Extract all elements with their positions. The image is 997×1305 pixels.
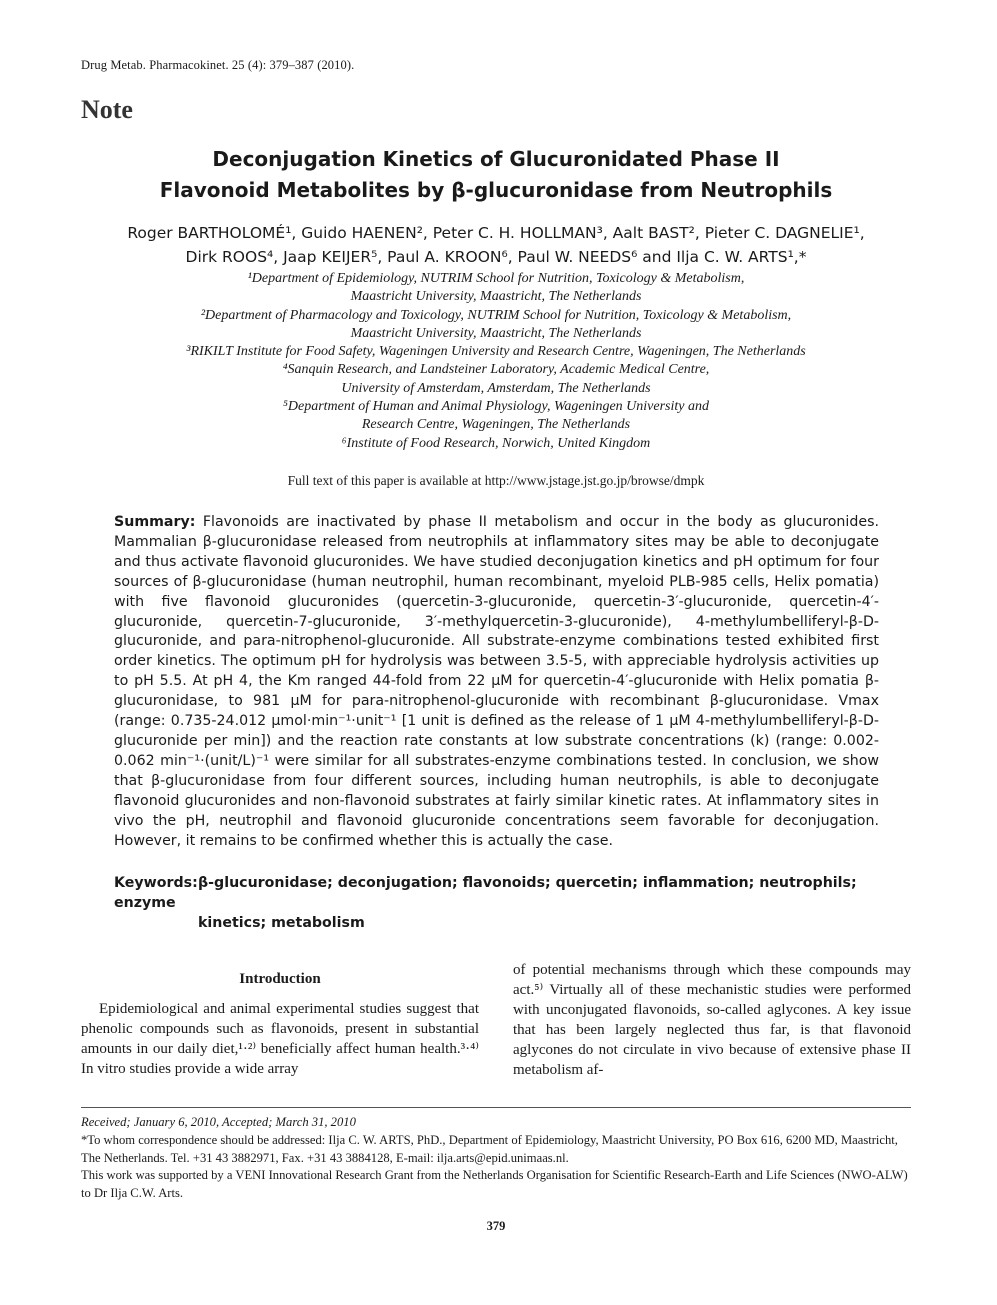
affiliations (81, 270, 911, 453)
summary-abstract (114, 513, 879, 851)
affiliation-line: ⁴Sanquin Research, and Landsteiner Laboratory, Academic Medical Centre, (282, 362, 710, 378)
affiliation-line: ³RIKILT Institute for Food Safety, Wageningen University and Research Centre, Wageningen, The Netherlands (186, 344, 806, 360)
authors-line-1: Roger BARTHOLOMÉ¹, Guido HAENEN², Peter C. H. HOLLMAN³, Aalt BAST², Pieter C. DAGNELIE¹, (127, 224, 865, 242)
full-text-availability-note: Full text of this paper is available at http://www.jstage.jst.go.jp/browse/dmpk (287, 473, 705, 488)
summary-text: Flavonoids are inactivated by phase II metabolism and occur in the body as glucuronides. Mammalian β-glucuronidase released from neutrophils at inflammatory sites may be able to deconjugate and thus activate flavonoid glucuronides. We have studied deconjugation kinetics and pH optimum for four sources of β-glucuronidase (human neutrophil, human recombinant, myeloid PLB-985 cells, Helix pomatia) with five flavonoid glucuronides (quercetin-3-glucuronide, quercetin-3′-glucuronide, quercetin-4′-glucuronide, quercetin-7-glucuronide, 3′-methylquercetin-3-glucuronide), 4-methylumbelliferyl-β-D-glucuronide, and para-nitrophenol-glucuronide. All substrate-enzyme combinations tested exhibited first order kinetics. The optimum pH for hydrolysis was between 3.5-5, with appreciable hydrolysis activities up to pH 5.5. At pH 4, the Km ranged 44-fold from 22 μM for quercetin-4′-glucuronide with Helix pomatia β-glucuronidase, to 981 μM for para-nitrophenol-glucuronide with recombinant β-glucuronidase. Vmax (range: 0.735-24.012 μmol·min⁻¹·unit⁻¹ [1 unit is defined as the release of 1 μM 4-methylumbelliferyl-β-D-glucuronide per min]) and the reaction rate constants at low substrate concentrations (k) (range: 0.002-0.062 min⁻¹·(unit/L)⁻¹ were similar for all substrates-enzyme combinations tested. In conclusion, we show that β-glucuronidase from four different sources, including human neutrophils, is able to deconjugate flavonoid glucuronides and non-flavonoid substrates at fairly similar kinetic rates. At inflammatory sites in vivo the pH, neutrophil and flavonoid glucuronide concentrations seem favorable for deconjugation. However, it remains to be confirmed whether this is actually the case. (114, 514, 880, 849)
keywords-line-2: kinetics; metabolism (198, 915, 365, 931)
correspondence-note: *To whom correspondence should be addressed: Ilja C. W. ARTS, PhD., Department of Epidemiology, Maastricht University, PO Box 616, 6200 MD, Maastricht, The Netherlands. Tel. +31 43 3882971, Fax. +31 43 3884128, E-mail: ilja.arts@epid.unimaas.nl. (81, 1132, 898, 1165)
journal-citation: Drug Metab. Pharmacokinet. 25 (4): 379–387 (2010). (81, 58, 355, 72)
article-title (81, 144, 911, 206)
keywords-line-1: β-glucuronidase; deconjugation; flavonoids; quercetin; inflammation; neutrophils; enzyme (114, 875, 857, 911)
page-number: 379 (486, 1219, 506, 1233)
received-dates: Received; January 6, 2010, Accepted; March 31, 2010 (81, 1115, 356, 1129)
summary-label: Summary: (114, 514, 196, 530)
title-line-2: Flavonoid Metabolites by β-glucuronidase from Neutrophils (159, 178, 833, 202)
affiliation-line: Maastricht University, Maastricht, The Netherlands (350, 289, 642, 305)
introduction-paragraph-left: Epidemiological and animal experimental studies suggest that phenolic compounds such as flavonoids, present in substantial amounts in our daily diet,¹·²⁾ beneficially affect human health.³·⁴⁾ In vitro studies provide a wide array (81, 1001, 479, 1077)
author-list (81, 221, 911, 269)
footnotes (81, 1107, 911, 1203)
affiliation-line: ⁶Institute of Food Research, Norwich, United Kingdom (341, 435, 651, 451)
right-column (513, 960, 911, 1080)
introduction-paragraph-right: of potential mechanisms through which these compounds may act.⁵⁾ Virtually all of these mechanistic studies were performed with unconjugated flavonoids, so-called aglycones. A key issue that has been largely neglected thus far, is that flavonoid aglycones do not circulate in vivo because of extensive phase II metabolism af- (513, 962, 911, 1078)
affiliation-line: ²Department of Pharmacology and Toxicology, NUTRIM School for Nutrition, Toxicology & Metabolism, (200, 307, 792, 323)
affiliation-line: University of Amsterdam, Amsterdam, The Netherlands (341, 380, 651, 396)
affiliation-line: Maastricht University, Maastricht, The Netherlands (350, 325, 642, 341)
title-line-1: Deconjugation Kinetics of Glucuronidated Phase II (212, 147, 780, 171)
section-label: Note (81, 95, 133, 124)
affiliation-line: Research Centre, Wageningen, The Netherlands (361, 417, 631, 433)
introduction-heading: Introduction (239, 971, 321, 987)
keywords (114, 873, 879, 933)
affiliation-line: ⁵Department of Human and Animal Physiology, Wageningen University and (283, 399, 709, 415)
affiliation-line: ¹Department of Epidemiology, NUTRIM School for Nutrition, Toxicology & Metabolism, (247, 271, 745, 286)
funding-note: This work was supported by a VENI Innovational Research Grant from the Netherlands Organisation for Scientific Research-Earth and Life Sciences (NWO-ALW) to Dr Ilja C.W. Arts. (81, 1168, 908, 1201)
authors-line-2: Dirk ROOS⁴, Jaap KEIJER⁵, Paul A. KROON⁶, Paul W. NEEDS⁶ and Ilja C. W. ARTS¹,* (185, 248, 807, 266)
keywords-label: Keywords: (114, 875, 198, 891)
left-column (81, 960, 479, 1079)
